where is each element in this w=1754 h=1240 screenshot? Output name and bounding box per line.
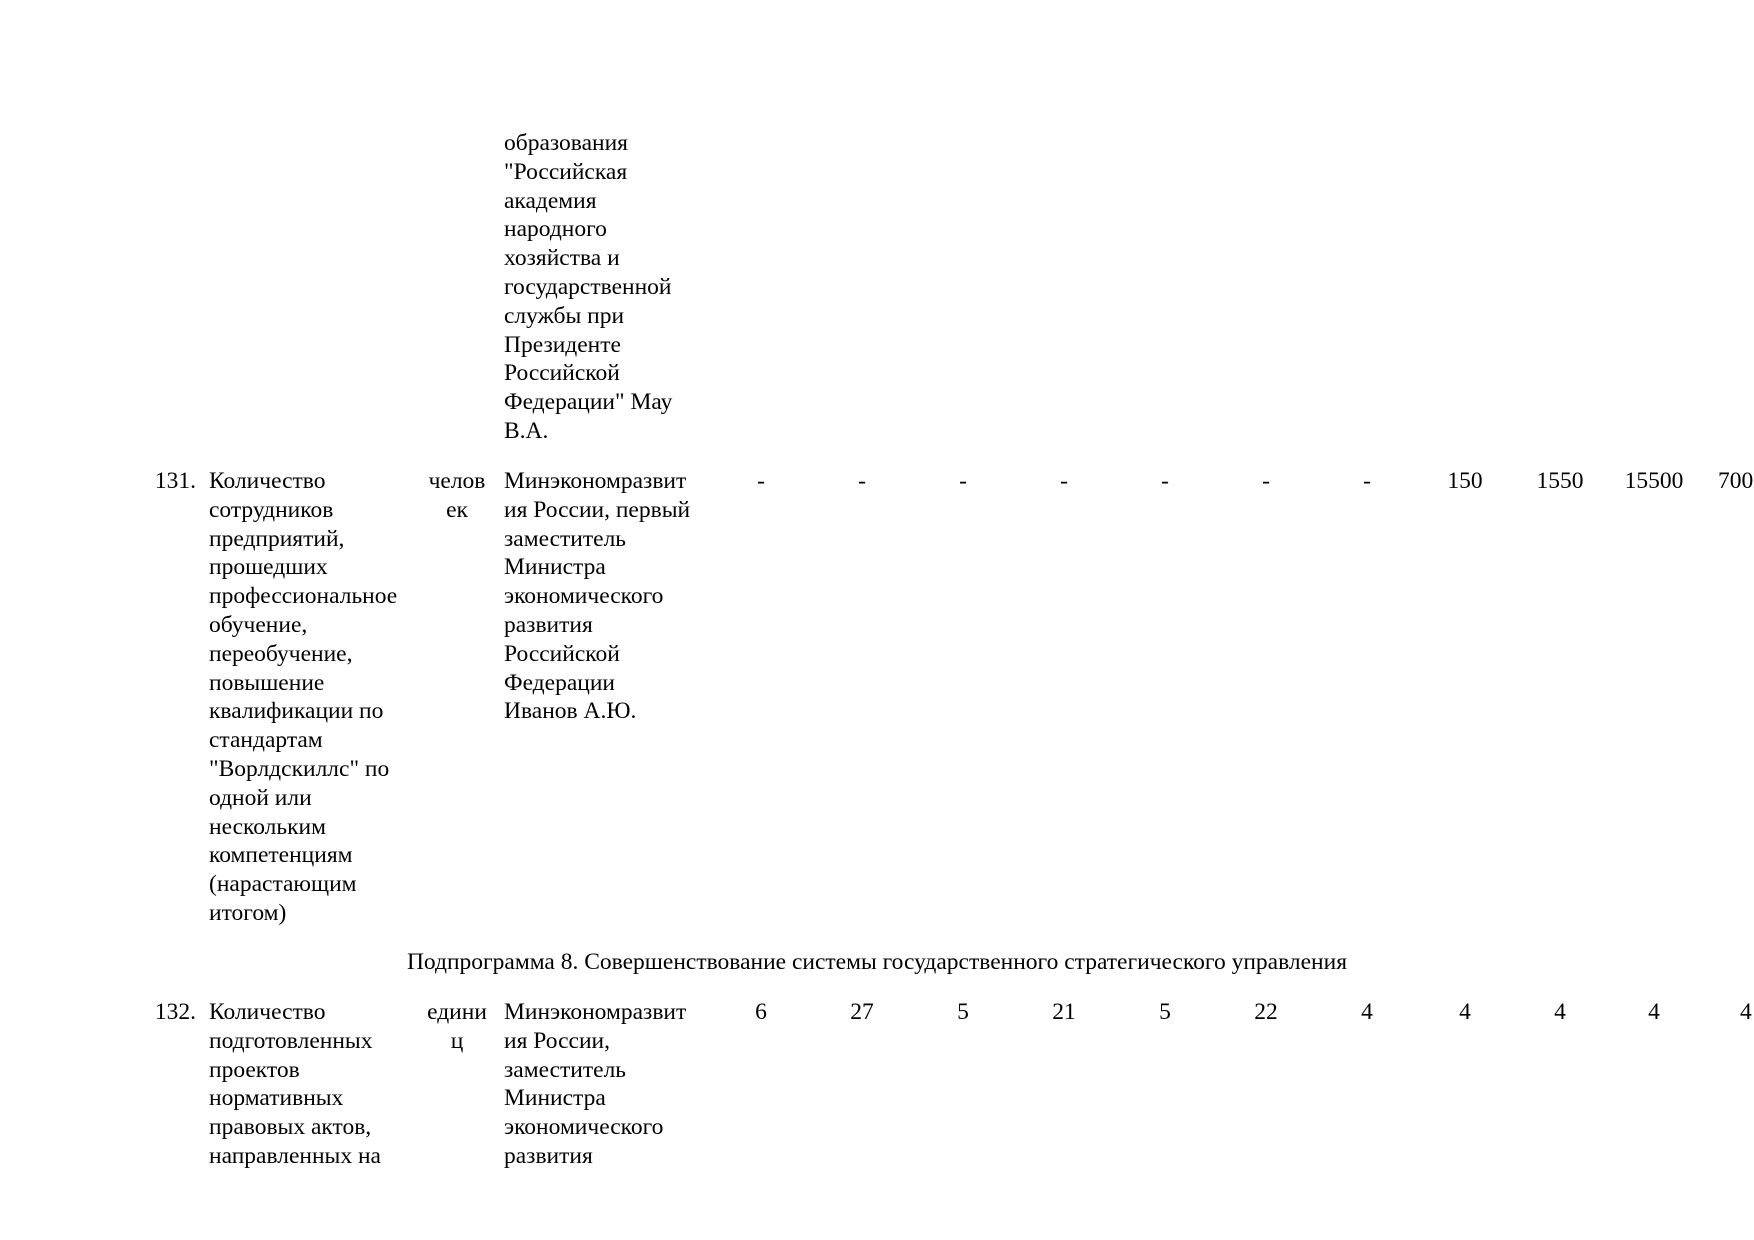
value-year-10: 15500: [1624, 468, 1684, 494]
unit-of-measure: челов ек: [428, 468, 486, 523]
value-year-4: 21: [1052, 999, 1076, 1025]
value-year-5: -: [1161, 468, 1169, 494]
value-year-10: 4: [1648, 999, 1660, 1025]
value-year-11: 700: [1718, 468, 1754, 494]
value-year-1: -: [757, 468, 765, 494]
value-year-1: 6: [755, 999, 767, 1025]
value-year-5: 5: [1159, 999, 1171, 1025]
value-year-7: 4: [1361, 999, 1373, 1025]
value-year-3: 5: [957, 999, 969, 1025]
value-year-6: -: [1262, 468, 1270, 494]
value-year-3: -: [959, 468, 967, 494]
unit-of-measure: едини ц: [427, 999, 487, 1054]
value-year-6: 22: [1254, 999, 1278, 1025]
value-year-7: -: [1363, 468, 1371, 494]
indicator-name: Количество сотрудников предприятий, прошедших профессиональное обучение, переобучение, повышение квалификации по стандартам "Ворлдскиллс" по одной или нескольким компетенциям (нарастающим итогом): [209, 468, 398, 926]
value-year-11: 4: [1740, 999, 1752, 1025]
responsible-executor: Минэкономразвит ия России, первый заместитель Министра экономического развития Российской Федерации Иванов А.Ю.: [504, 468, 691, 725]
value-year-2: -: [858, 468, 866, 494]
indicator-name: Количество подготовленных проектов нормативных правовых актов, направленных на: [209, 999, 381, 1169]
value-year-9: 1550: [1536, 468, 1584, 494]
value-year-2: 27: [850, 999, 874, 1025]
subprogram-heading: Подпрограмма 8. Совершенствование системы государственного стратегического управления: [406, 949, 1348, 975]
value-year-8: 4: [1459, 999, 1471, 1025]
value-year-8: 150: [1447, 468, 1483, 494]
value-year-9: 4: [1554, 999, 1566, 1025]
row-number: 132.: [154, 999, 196, 1025]
continuation-responsible-text: образования "Российская академия народного хозяйства и государственной службы при Президенте Российской Федерации" Мау В.А.: [504, 130, 673, 444]
row-number: 131.: [154, 468, 196, 494]
responsible-executor: Минэкономразвит ия России, заместитель Министра экономического развития: [504, 999, 687, 1169]
value-year-4: -: [1060, 468, 1068, 494]
